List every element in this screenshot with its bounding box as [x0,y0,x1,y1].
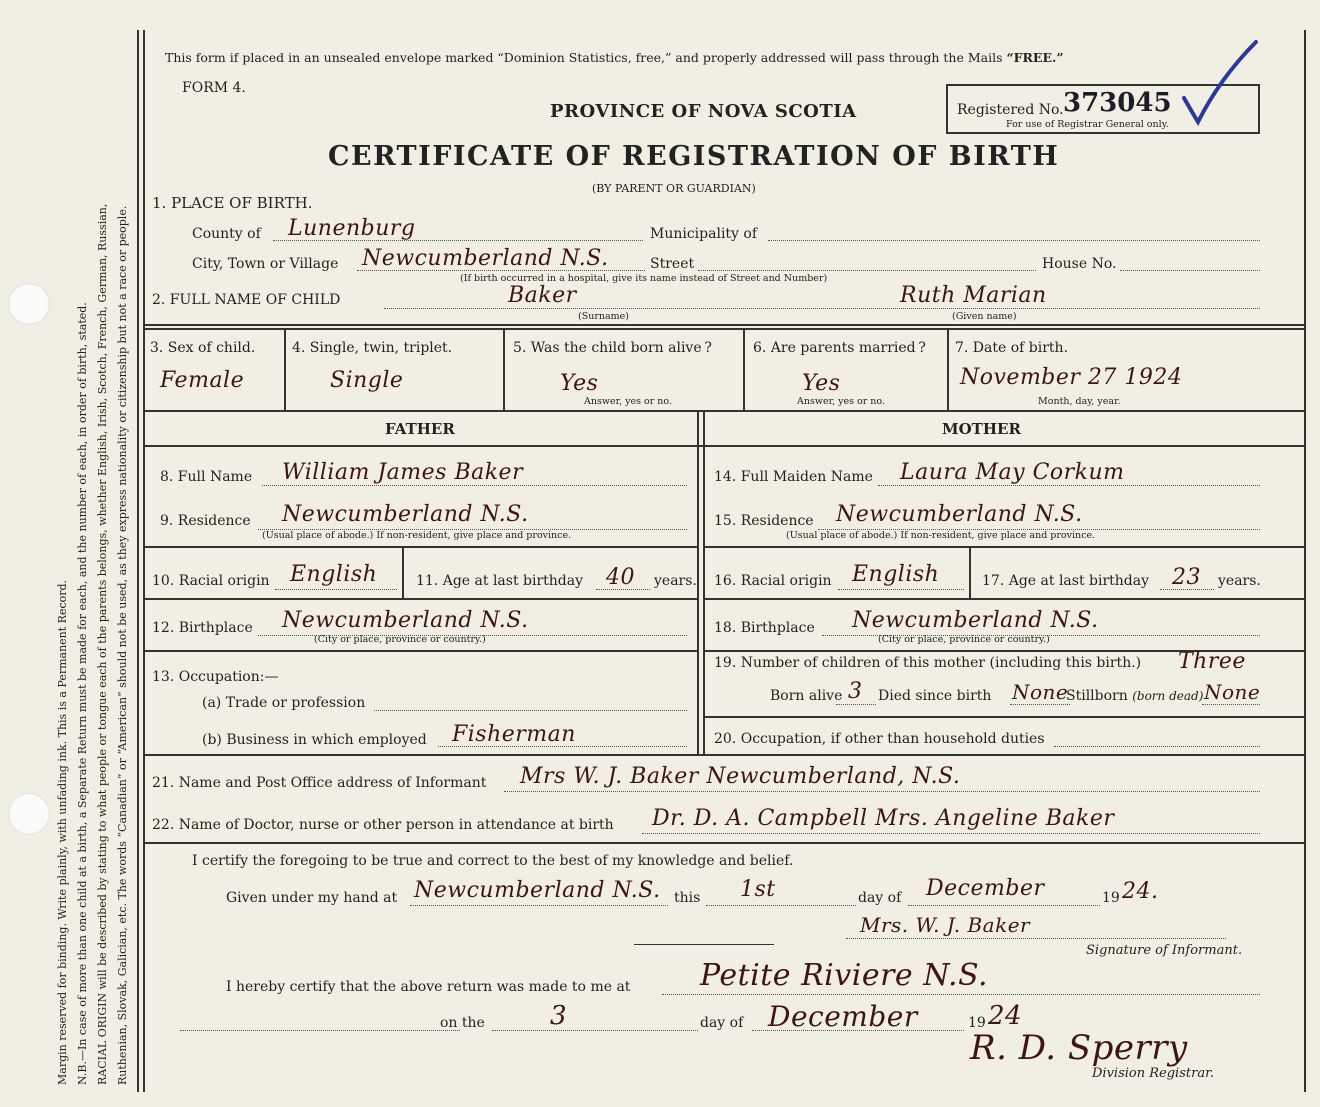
mother-residence-label: 15. Residence [714,513,814,529]
street-label: Street [650,256,695,272]
children-label: 19. Number of children of this mother (including this birth.) [714,655,1142,671]
frame-right [1304,30,1306,1092]
certificate-title: CERTIFICATE OF REGISTRATION OF BIRTH [328,141,1060,172]
county-value: Lunenburg [288,216,416,241]
sidebar-line-2: N.B.—In case of more than one child at a birth, a Separate Return must be made for each, and the number of each, in order of birth, stated. [76,302,89,1085]
father-birthplace-value: Newcumberland N.S. [282,608,529,633]
died-label: Died since birth [878,688,992,704]
father-age-label: 11. Age at last birthday [416,573,584,589]
certify-text: I certify the foregoing to be true and correct to the best of my knowledge and belief. [192,853,794,869]
married-note: Answer, yes or no. [797,396,886,407]
registered-label: Registered No. [957,102,1064,118]
attendant-label: 22. Name of Doctor, nurse or other person in attendance at birth [152,817,614,833]
county-label: County of [192,226,261,242]
given-place: Newcumberland N.S. [414,878,661,903]
children-value: Three [1178,649,1246,674]
rule-1 [143,324,1304,326]
business-label: (b) Business in which employed [202,732,427,748]
sidebar-line-1: Margin reserved for binding. Write plainly, with unfading ink. This is a Permanent Record. [56,579,69,1085]
mother-birthplace-note: (City or place, province or country.) [878,634,1050,645]
given-label: Given under my hand at [226,890,398,906]
sex-label: 3. Sex of child. [150,340,256,356]
return-month: December [768,1000,918,1033]
father-residence-value: Newcumberland N.S. [282,502,529,527]
rule-4 [143,842,1304,844]
father-residence-note: (Usual place of abode.) If non-resident, give place and province. [262,530,572,541]
father-birthplace-note: (City or place, province or country.) [314,634,486,645]
sidebar-line-3: RACIAL ORIGIN will be described by stating to what people or tongue each of the parents belongs, whether English, Irish, Scotch, French, German, Russian, [96,203,109,1085]
return-place: Petite Riviere N.S. [700,958,989,993]
born-alive-value: 3 [848,679,863,704]
given-year-prefix: 19 [1102,890,1120,906]
sidebar-line-4: Ruthenian, Slovak, Galician, etc. The words “Canadian” or “American” should not be used, as they express nationality or citizenship but not a race or people. [116,205,129,1085]
trade-label: (a) Trade or profession [202,695,366,711]
binding-hole-top [8,283,50,325]
child-surname-value: Baker [508,283,577,308]
place-of-birth-heading: 1. PLACE OF BIRTH. [152,194,313,212]
hospital-note: (If birth occurred in a hospital, give its name instead of Street and Number) [460,273,828,284]
died-value: None [1012,680,1069,704]
plurality-value: Single [330,368,404,393]
registrar-note: For use of Registrar General only. [1006,119,1169,130]
margin-rule [137,30,139,1092]
father-age-unit: years. [654,573,697,589]
married-value: Yes [802,371,841,396]
given-year: 24. [1122,879,1159,904]
mother-age-value: 23 [1172,565,1201,590]
province-heading: PROVINCE OF NOVA SCOTIA [550,101,857,122]
alive-label: 5. Was the child born alive ? [513,340,712,356]
on-the-label: on the [440,1015,485,1031]
registrar-signature: R. D. Sperry [970,1028,1188,1068]
sex-value: Female [160,368,245,393]
mother-racial-label: 16. Racial origin [714,573,832,589]
mother-birthplace-label: 18. Birthplace [714,620,815,636]
father-age-value: 40 [606,565,635,590]
city-label: City, Town or Village [192,256,339,272]
mother-name-value: Laura May Corkum [900,460,1125,485]
mother-residence-value: Newcumberland N.S. [836,502,1083,527]
informant-label: 21. Name and Post Office address of Informant [152,775,487,791]
dob-value: November 27 1924 [960,365,1183,390]
day-of-label-2: day of [700,1015,744,1031]
mother-residence-note: (Usual place of abode.) If non-resident, give place and province. [786,530,1096,541]
frame-left [143,30,145,1092]
checkmark-icon [1180,38,1260,128]
father-residence-label: 9. Residence [160,513,251,529]
form-number: FORM 4. [182,80,246,96]
dob-note: Month, day, year. [1038,396,1121,407]
attendant-value: Dr. D. A. Campbell Mrs. Angeline Baker [652,806,1115,831]
return-year: 24 [988,1001,1023,1031]
mother-age-unit: years. [1218,573,1261,589]
city-value: Newcumberland N.S. [362,246,609,271]
given-month: December [926,876,1045,901]
signature-label: Signature of Informant. [1086,943,1243,958]
stillborn-note: (born dead) [1132,689,1204,703]
mother-heading: MOTHER [942,420,1021,438]
alive-value: Yes [560,371,599,396]
rule-1b [143,328,1304,330]
dob-label: 7. Date of birth. [955,340,1069,356]
informant-signature: Mrs. W. J. Baker [860,913,1031,937]
plurality-label: 4. Single, twin, triplet. [292,340,453,356]
father-birthplace-label: 12. Birthplace [152,620,253,636]
mail-notice: This form if placed in an unsealed envelope marked “Dominion Statistics, free,” and properly addressed will pass through the Mails “FREE.” [165,50,1064,65]
stillborn-value: None [1204,680,1261,704]
father-name-value: William James Baker [282,460,524,485]
rule-3 [143,754,1304,756]
mother-occupation-label: 20. Occupation, if other than household duties [714,731,1045,747]
registrar-label: Division Registrar. [1092,1066,1214,1081]
return-year-prefix: 19 [968,1015,986,1031]
mother-racial-value: English [852,562,940,587]
column-divider [697,412,699,754]
certificate-subtitle: (BY PARENT OR GUARDIAN) [592,182,756,195]
married-label: 6. Are parents married ? [753,340,926,356]
occupation-label: 13. Occupation:— [152,669,279,685]
given-day: 1st [740,877,776,902]
municipality-label: Municipality of [650,226,758,242]
child-given-value: Ruth Marian [900,283,1047,308]
father-heading: FATHER [385,420,455,438]
this-label: this [674,890,701,906]
binding-hole-bottom [8,793,50,835]
informant-value: Mrs W. J. Baker Newcumberland, N.S. [520,764,961,789]
father-racial-value: English [290,562,378,587]
return-day: 3 [550,1001,568,1031]
father-racial-label: 10. Racial origin [152,573,270,589]
registered-number: 373045 [1063,88,1172,118]
surname-note: (Surname) [578,311,629,322]
father-name-label: 8. Full Name [160,469,253,485]
born-alive-label: Born alive [770,688,843,704]
stillborn-label: Stillborn (born dead) [1066,688,1204,704]
given-note: (Given name) [952,311,1017,322]
rule-2 [143,410,1304,412]
day-of-label: day of [858,890,902,906]
mother-name-label: 14. Full Maiden Name [714,469,873,485]
house-label: House No. [1042,256,1117,272]
child-name-label: 2. FULL NAME OF CHILD [152,292,341,308]
mother-birthplace-value: Newcumberland N.S. [852,608,1099,633]
return-label: I hereby certify that the above return was made to me at [226,979,631,995]
mother-age-label: 17. Age at last birthday [982,573,1150,589]
alive-note: Answer, yes or no. [584,396,673,407]
business-value: Fisherman [452,722,576,747]
